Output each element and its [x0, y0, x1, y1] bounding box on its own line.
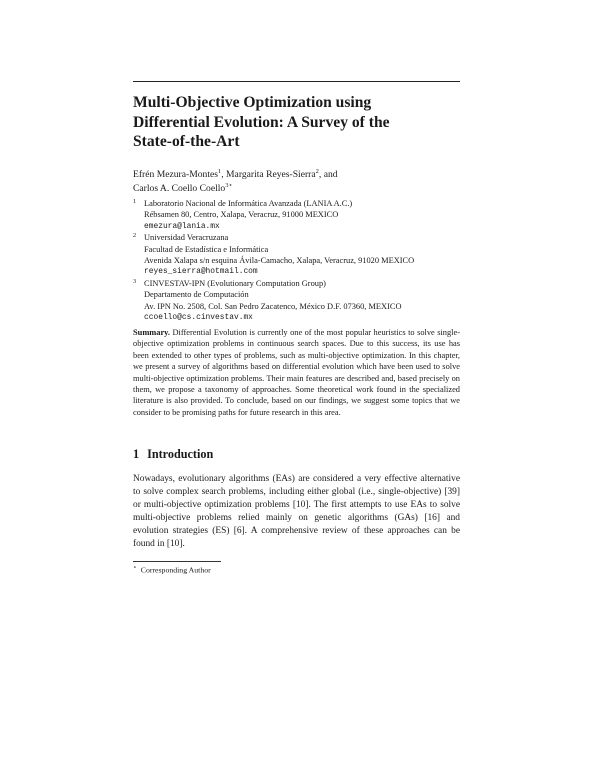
summary-abstract — [133, 327, 460, 418]
author-name: Efrén Mezura-Montes — [133, 169, 218, 180]
title-line-2: Differential Evolution: A Survey of the — [133, 113, 390, 131]
summary-text: Differential Evolution is currently one of the most popular heuristics to solve single-objective optimization problems in continuous search spaces. Due to this success, its use has been extended to other types of problems, such as multi-objective optimization. In this chapter, we present a survey of algorithms based on differential evolution which have been used to solve multi-objective optimization problems. Their main features are described and, based precisely on them, we propose a taxonomy of approaches. Some theoretical work found in the specialized literature is also provided. To conclude, based on our findings, we suggest some topics that we consider to be promising paths for future research in this area. — [133, 328, 461, 417]
affiliations — [133, 198, 473, 323]
footnote-mark: ⋆ — [133, 565, 137, 571]
author-affil-mark: 1 — [217, 167, 222, 175]
intro-paragraph: Nowadays, evolutionary algorithms (EAs) are considered a very effective alternative to solve complex search problems, including either global (i.e., single-objective) [39] or multi-objective optimization problems [10]. The first attempts to use EAs to solve multi-objective problems relied mainly on genetic algorithms (GAs) [16] and evolution strategies (ES) [6]. A comprehensive review of these approaches can be found in [10]. — [133, 474, 460, 550]
affiliation-line: CINVESTAV-IPN (Evolutionary Computation Group) — [144, 278, 326, 288]
affiliation-line: Laboratorio Nacional de Informática Avanzada (LANIA A.C.) — [144, 199, 353, 208]
affiliation-number: 2 — [133, 232, 137, 240]
section-title: Introduction — [147, 447, 214, 461]
author-line-2 — [133, 182, 463, 196]
affiliation-email: ccoello@cs.cinvestav.mx — [144, 313, 253, 323]
affiliation-3 — [133, 278, 473, 324]
affiliation-email: reyes_sierra@hotmail.com — [144, 267, 258, 277]
author-list — [133, 168, 463, 195]
affiliation-line: Avenida Xalapa s/n esquina Ávila-Camacho, Xalapa, Veracruz, 91020 MEXICO — [144, 256, 415, 266]
author-separator: , — [221, 169, 227, 180]
affiliation-2 — [133, 232, 473, 278]
footnote-rule — [133, 561, 221, 562]
top-rule — [133, 81, 460, 82]
paper-title — [133, 93, 463, 152]
author-name: Carlos A. Coello Coello — [133, 182, 226, 194]
affiliation-number: 1 — [133, 198, 137, 205]
title-line-1: Multi-Objective Optimization using — [133, 94, 372, 111]
author-name: Margarita Reyes-Sierra — [226, 169, 316, 180]
section-number: 1 — [133, 447, 140, 461]
title-line-3: State-of-the-Art — [133, 133, 240, 150]
author-affil-mark: 3⋆ — [225, 181, 233, 189]
affiliation-line: Facultad de Estadística e Informática — [144, 244, 269, 254]
affiliation-line: Av. IPN No. 2508, Col. San Pedro Zacatenco, México D.F. 07360, MEXICO — [144, 301, 402, 311]
affiliation-email: emezura@lania.mx — [144, 221, 220, 231]
affiliation-line: Departamento de Computación — [144, 290, 249, 300]
affiliation-1 — [133, 198, 473, 232]
footnote — [133, 564, 211, 575]
author-line-1 — [133, 168, 463, 182]
summary-label: Summary. — [133, 328, 170, 337]
affiliation-line: Universidad Veracruzana — [144, 233, 229, 243]
affiliation-line: Rébsamen 80, Centro, Xalapa, Veracruz, 91000 MEXICO — [144, 210, 339, 220]
footnote-text: Corresponding Author — [140, 565, 211, 575]
author-separator: , and — [318, 169, 338, 180]
section-heading — [133, 447, 221, 462]
author-affil-mark: 2 — [315, 167, 319, 175]
affiliation-number: 3 — [133, 277, 137, 285]
